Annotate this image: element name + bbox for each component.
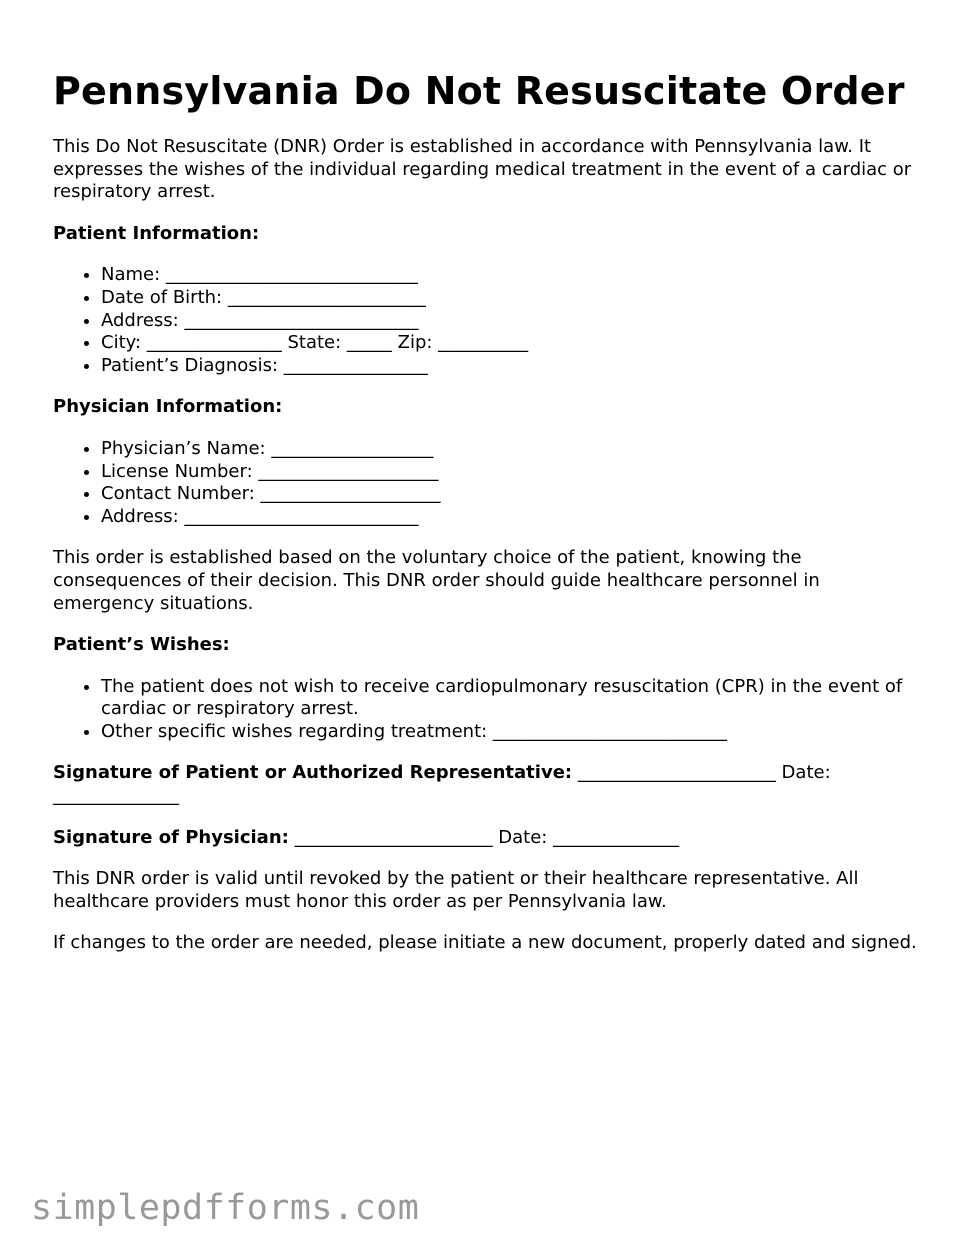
patient-diagnosis-field: • Patient’s Diagnosis: ________________ [101,355,923,378]
physician-signature-label: Signature of Physician: [53,826,289,848]
patient-signature-label: Signature of Patient or Authorized Representative: [53,762,573,784]
physician-signature-line [53,827,923,850]
patient-dob-field: • Date of Birth: ______________________ [101,287,923,310]
patient-information-list [53,264,923,377]
patient-wishes-list [53,676,923,744]
patient-information-heading: Patient Information: [53,222,260,244]
patient-address-field: • Address: __________________________ [101,310,923,333]
patient-name-field: • Name: ____________________________ [101,264,923,287]
patient-signature-blank: ______________________ Date: ______________ [53,762,831,807]
physician-name-field: • Physician’s Name: __________________ [101,438,923,461]
statement-paragraph: This order is established based on the voluntary choice of the patient, knowing the consequences of their decision. This DNR order should guide healthcare personnel in emergency situations. [53,547,820,614]
intro-paragraph: This Do Not Resuscitate (DNR) Order is established in accordance with Pennsylvania law. It expresses the wishes of the individual regarding medical treatment in the event of a cardiac or respiratory arrest. [53,136,912,203]
changes-paragraph: If changes to the order are needed, please initiate a new document, properly dated and signed. [53,932,917,954]
wish-no-cpr: • The patient does not wish to receive cardiopulmonary resuscitation (CPR) in the event of cardiac or respiratory arrest. [101,676,923,721]
physician-information-heading: Physician Information: [53,396,283,418]
physician-signature-blank: ______________________ Date: ______________ [288,826,680,848]
document-title: Pennsylvania Do Not Resuscitate Order [53,69,905,113]
validity-paragraph: This DNR order is valid until revoked by the patient or their healthcare representative. All healthcare providers must honor this order as per Pennsylvania law. [53,868,859,912]
physician-information-list [53,438,923,528]
watermark-text: simplepdfforms.com [31,1188,420,1228]
patient-city-state-zip-field: • City: _______________ State: _____ Zip: __________ [101,332,923,355]
physician-address-field: • Address: __________________________ [101,506,923,529]
patient-wishes-heading: Patient’s Wishes: [53,634,230,656]
document-page [53,68,923,974]
wish-other-field: • Other specific wishes regarding treatment: __________________________ [101,721,923,744]
patient-signature-line [53,762,923,807]
physician-contact-field: • Contact Number: ____________________ [101,483,923,506]
physician-license-field: • License Number: ____________________ [101,461,923,484]
